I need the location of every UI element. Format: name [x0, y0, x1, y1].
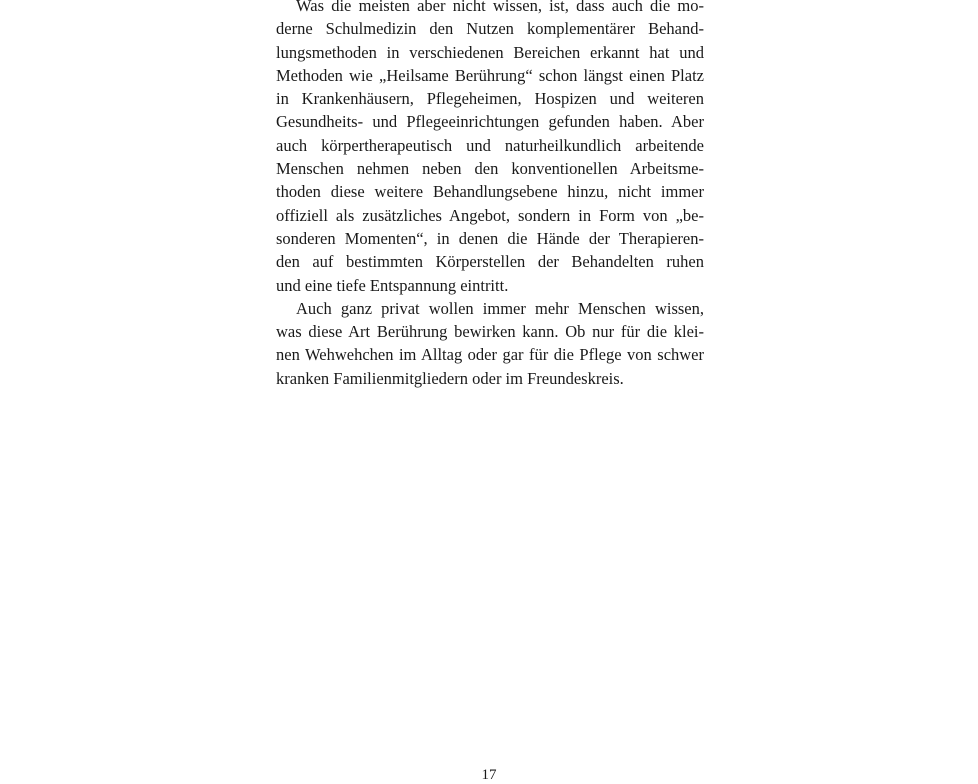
- text-line: offiziell als zusätzliches Angebot, sondern in Form von „be-: [276, 205, 704, 225]
- text-line: Gesundheits- und Pflegeeinrichtungen gefunden haben. Aber: [276, 112, 704, 132]
- text-line: Was die meisten aber nicht wissen, ist, dass auch die mo-: [296, 0, 704, 15]
- body-text: [276, 0, 704, 390]
- text-line: in Krankenhäusern, Pflegeheimen, Hospizen und weiteren: [276, 89, 704, 109]
- text-line: und eine tiefe Entspannung eintritt.: [276, 275, 509, 295]
- text-line: thoden diese weitere Behandlungsebene hinzu, nicht immer: [276, 182, 704, 202]
- text-line: derne Schulmedizin den Nutzen komplementärer Behand-: [276, 19, 704, 39]
- paragraph-1: [276, 0, 704, 297]
- page-number: 17: [481, 767, 497, 783]
- text-line: auch körpertherapeutisch und naturheilkundlich arbeitende: [276, 135, 704, 155]
- text-line: Menschen nehmen neben den konventionellen Arbeitsme-: [276, 159, 704, 179]
- text-line: Auch ganz privat wollen immer mehr Menschen wissen,: [296, 298, 704, 318]
- text-line: sonderen Momenten“, in denen die Hände der Therapieren-: [276, 228, 704, 248]
- text-line: nen Wehwehchen im Alltag oder gar für die Pflege von schwer: [276, 345, 704, 365]
- text-line: den auf bestimmten Körperstellen der Behandelten ruhen: [276, 252, 704, 272]
- text-line: kranken Familienmitgliedern oder im Freundeskreis.: [276, 368, 624, 388]
- paragraph-2: [276, 297, 704, 390]
- text-line: Methoden wie „Heilsame Berührung“ schon längst einen Platz: [276, 65, 704, 85]
- text-line: lungsmethoden in verschiedenen Bereichen erkannt hat und: [276, 42, 704, 62]
- text-line: was diese Art Berührung bewirken kann. Ob nur für die klei-: [276, 322, 704, 342]
